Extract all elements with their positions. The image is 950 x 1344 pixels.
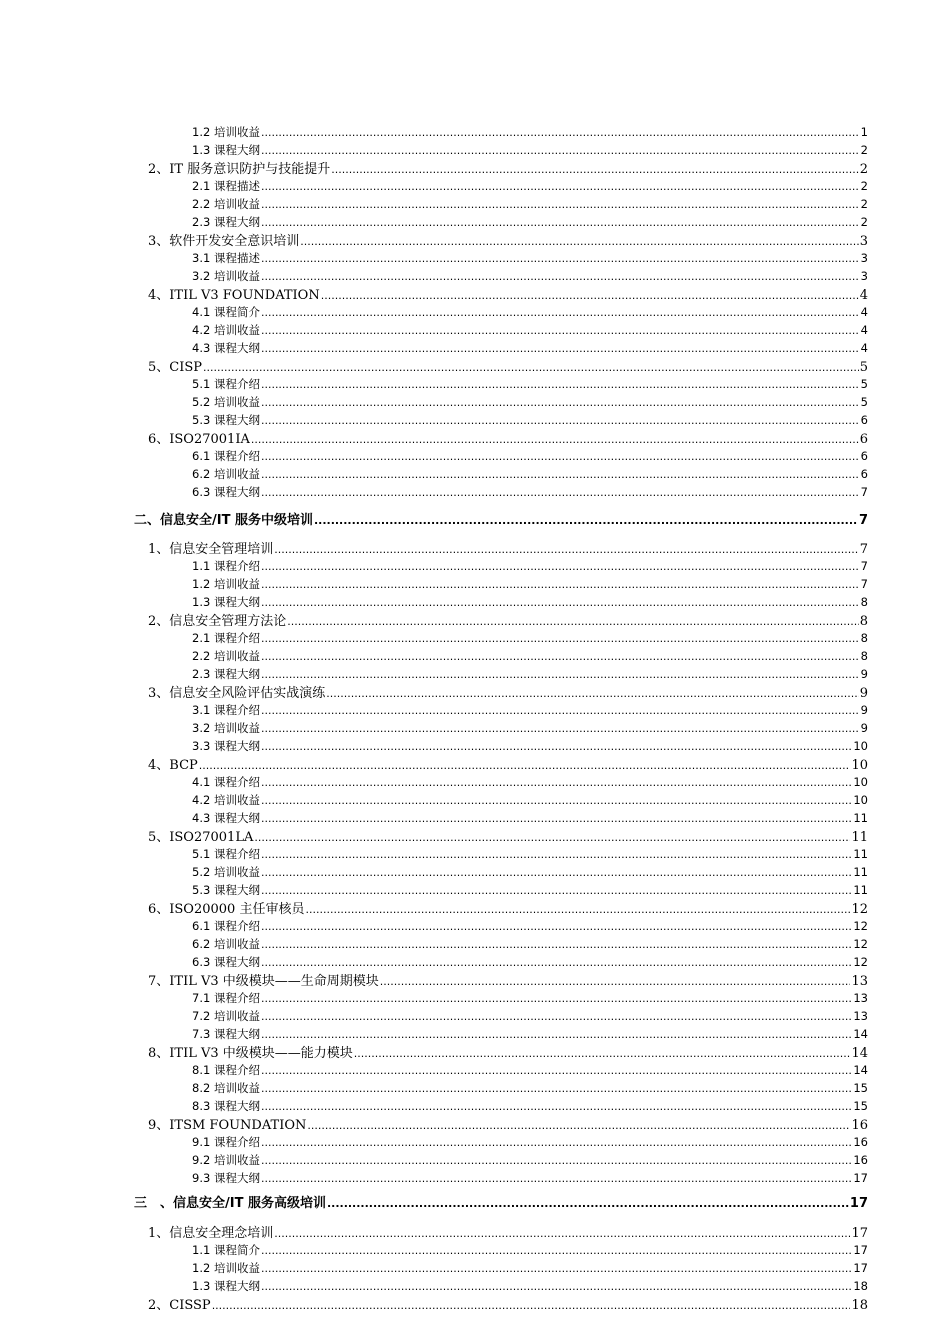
toc-entry-label: 6.3 课程大纲	[192, 955, 260, 969]
toc-page-number: 13	[853, 991, 868, 1005]
toc-entry[interactable]	[192, 939, 868, 951]
toc-entry[interactable]	[192, 849, 868, 861]
toc-entry-label: 5.3 课程大纲	[192, 883, 260, 897]
toc-page-number: 8	[860, 649, 868, 663]
toc-leader-dots	[321, 290, 859, 301]
toc-entry[interactable]	[192, 669, 868, 681]
toc-page-number: 11	[853, 865, 868, 879]
toc-leader-dots	[331, 164, 859, 175]
toc-entry-label: 8.1 课程介绍	[192, 1063, 260, 1077]
toc-leader-dots	[261, 1101, 852, 1112]
toc-leader-dots	[261, 723, 860, 734]
toc-entry[interactable]	[192, 1065, 868, 1077]
toc-leader-dots	[251, 434, 859, 445]
toc-entry-label: 6.1 课程介绍	[192, 449, 260, 463]
toc-leader-dots	[261, 741, 852, 752]
toc-page-number: 9	[860, 667, 868, 681]
toc-leader-dots	[305, 904, 850, 915]
toc-entry[interactable]	[148, 831, 868, 844]
toc-entry-label: 7.3 课程大纲	[192, 1027, 260, 1041]
toc-entry[interactable]	[148, 975, 868, 988]
toc-entry-label: 二、信息安全/IT 服务中级培训	[134, 513, 313, 528]
toc-page-number: 9	[860, 703, 868, 717]
toc-leader-dots	[274, 544, 858, 555]
toc-leader-dots	[261, 633, 860, 644]
toc-page-number: 12	[853, 919, 868, 933]
toc-page-number: 8	[859, 614, 868, 629]
toc-entry-label: 1.1 课程简介	[192, 1243, 260, 1257]
toc-leader-dots	[261, 1245, 852, 1256]
toc-leader-dots	[261, 561, 860, 572]
toc-entry[interactable]	[148, 433, 868, 446]
toc-entry[interactable]	[148, 1119, 868, 1132]
toc-entry-label: 6、ISO20000 主任审核员	[148, 902, 305, 917]
toc-entry-label: 3.3 课程大纲	[192, 739, 260, 753]
toc-entry[interactable]	[148, 615, 868, 628]
toc-entry-label: 5.3 课程大纲	[192, 413, 260, 427]
toc-entry[interactable]	[192, 741, 868, 753]
toc-page-number: 7	[858, 513, 868, 528]
toc-entry[interactable]	[192, 1281, 868, 1293]
toc-entry[interactable]	[192, 1101, 868, 1113]
toc-entry[interactable]	[192, 813, 868, 825]
toc-leader-dots	[274, 1228, 850, 1239]
toc-page-number: 18	[853, 1279, 868, 1293]
toc-entry-label: 5.1 课程介绍	[192, 377, 260, 391]
toc-entry-label: 8.3 课程大纲	[192, 1099, 260, 1113]
toc-page-number: 11	[853, 811, 868, 825]
toc-leader-dots	[261, 415, 860, 426]
toc-page-number: 3	[859, 234, 868, 249]
toc-entry-label: 5.1 课程介绍	[192, 847, 260, 861]
toc-page-number: 1	[860, 125, 868, 139]
toc-page-number: 10	[853, 775, 868, 789]
toc-entry-label: 9.2 培训收益	[192, 1153, 260, 1167]
toc-entry-label: 4.2 培训收益	[192, 793, 260, 807]
toc-entry[interactable]	[192, 127, 868, 139]
toc-page-number: 5	[860, 377, 868, 391]
toc-entry-label: 4.2 培训收益	[192, 323, 260, 337]
toc-leader-dots	[261, 127, 860, 138]
toc-entry-label: 4.3 课程大纲	[192, 811, 260, 825]
toc-page-number: 11	[851, 830, 868, 845]
toc-page-number: 6	[860, 413, 868, 427]
toc-page-number: 5	[859, 360, 868, 375]
toc-entry[interactable]	[148, 235, 868, 248]
toc-entry-label: 三 、信息安全/IT 服务高级培训	[134, 1196, 326, 1211]
toc-entry-label: 6、ISO27001IA	[148, 432, 250, 447]
toc-page-number: 18	[851, 1298, 868, 1313]
toc-entry-label: 5、ISO27001LA	[148, 830, 254, 845]
toc-page-number: 16	[853, 1135, 868, 1149]
toc-entry[interactable]	[192, 705, 868, 717]
toc-entry[interactable]	[192, 1011, 868, 1023]
toc-entry[interactable]	[148, 1227, 868, 1240]
toc-page-number: 10	[853, 793, 868, 807]
toc-page-number: 14	[851, 1046, 868, 1061]
toc-entry[interactable]	[148, 163, 868, 176]
toc-page-number: 12	[853, 955, 868, 969]
toc-leader-dots	[261, 325, 860, 336]
toc-entry-label: 8、ITIL V3 中级模块——能力模块	[148, 1046, 353, 1061]
toc-entry[interactable]	[192, 379, 868, 391]
toc-entry-label: 9.3 课程大纲	[192, 1171, 260, 1185]
toc-entry-label: 3、软件开发安全意识培训	[148, 234, 300, 249]
toc-leader-dots	[261, 1263, 852, 1274]
toc-page-number: 2	[860, 197, 868, 211]
toc-leader-dots	[261, 451, 860, 462]
toc-entry-label: 1、信息安全理念培训	[148, 1226, 274, 1241]
toc-page-number: 15	[853, 1081, 868, 1095]
toc-page-number: 17	[853, 1171, 868, 1185]
toc-entry-label: 5.2 培训收益	[192, 395, 260, 409]
toc-entry-label: 7.1 课程介绍	[192, 991, 260, 1005]
toc-entry-label: 5、CISP	[148, 360, 203, 375]
toc-leader-dots	[261, 487, 860, 498]
toc-page-number: 6	[860, 449, 868, 463]
toc-page-number: 5	[860, 395, 868, 409]
toc-entry-label: 3.1 课程描述	[192, 251, 260, 265]
toc-page-number: 7	[860, 559, 868, 573]
toc-entry-label: 7.2 培训收益	[192, 1009, 260, 1023]
toc-entry[interactable]	[192, 181, 868, 193]
toc-page-number: 17	[851, 1226, 868, 1241]
toc-entry[interactable]	[192, 451, 868, 463]
toc-page-number: 16	[851, 1118, 868, 1133]
toc-page-number: 15	[853, 1099, 868, 1113]
toc-entry[interactable]	[192, 921, 868, 933]
toc-entry-label: 1.1 课程介绍	[192, 559, 260, 573]
toc-page-number: 8	[860, 631, 868, 645]
toc-entry[interactable]	[192, 307, 868, 319]
toc-entry-label: 6.1 课程介绍	[192, 919, 260, 933]
toc-entry[interactable]	[134, 1197, 868, 1210]
toc-entry-label: 3、信息安全风险评估实战演练	[148, 686, 326, 701]
toc-page-number: 6	[860, 467, 868, 481]
toc-leader-dots	[261, 1281, 852, 1292]
toc-entry-label: 9、ITSM FOUNDATION	[148, 1118, 307, 1133]
toc-leader-dots	[261, 469, 860, 480]
toc-leader-dots	[261, 145, 860, 156]
toc-leader-dots	[261, 885, 852, 896]
toc-entry[interactable]	[192, 1137, 868, 1149]
toc-leader-dots	[261, 921, 852, 932]
toc-page-number: 12	[851, 902, 868, 917]
toc-leader-dots	[261, 217, 860, 228]
toc-leader-dots	[261, 1083, 852, 1094]
toc-entry-label: 1.2 培训收益	[192, 1261, 260, 1275]
toc-entry[interactable]	[192, 795, 868, 807]
toc-entry[interactable]	[192, 253, 868, 265]
toc-page-number: 4	[860, 341, 868, 355]
toc-leader-dots	[254, 832, 850, 843]
toc-page-number: 12	[853, 937, 868, 951]
toc-entry-label: 3.1 课程介绍	[192, 703, 260, 717]
toc-entry-label: 2、IT 服务意识防护与技能提升	[148, 162, 331, 177]
toc-entry[interactable]	[134, 514, 868, 527]
toc-entry[interactable]	[192, 885, 868, 897]
toc-leader-dots	[261, 253, 860, 264]
toc-entry[interactable]	[192, 1245, 868, 1257]
toc-entry-label: 2.3 课程大纲	[192, 667, 260, 681]
toc-entry[interactable]	[192, 487, 868, 499]
toc-leader-dots	[327, 1198, 849, 1209]
toc-entry-label: 2.2 培训收益	[192, 649, 260, 663]
toc-entry-label: 6.2 培训收益	[192, 467, 260, 481]
toc-entry-label: 1.3 课程大纲	[192, 143, 260, 157]
toc-entry-label: 4、ITIL V3 FOUNDATION	[148, 288, 320, 303]
toc-entry[interactable]	[148, 361, 868, 374]
toc-page-number: 2	[860, 143, 868, 157]
toc-entry-label: 9.1 课程介绍	[192, 1135, 260, 1149]
toc-entry-label: 2、CISSP	[148, 1298, 211, 1313]
toc-page-number: 13	[851, 974, 868, 989]
toc-entry[interactable]	[192, 993, 868, 1005]
toc-leader-dots	[261, 271, 860, 282]
toc-leader-dots	[261, 795, 852, 806]
toc-entry[interactable]	[192, 397, 868, 409]
toc-entry[interactable]	[192, 597, 868, 609]
toc-page-number: 3	[860, 269, 868, 283]
toc-page-number: 2	[860, 179, 868, 193]
toc-entry[interactable]	[192, 217, 868, 229]
toc-entry[interactable]	[192, 867, 868, 879]
toc-entry-label: 6.2 培训收益	[192, 937, 260, 951]
toc-page-number: 2	[859, 162, 868, 177]
toc-entry-label: 2、信息安全管理方法论	[148, 614, 287, 629]
toc-entry[interactable]	[148, 543, 868, 556]
toc-entry[interactable]	[192, 633, 868, 645]
toc-entry[interactable]	[192, 145, 868, 157]
toc-leader-dots	[354, 1048, 851, 1059]
toc-leader-dots	[261, 651, 860, 662]
toc-entry-label: 4、BCP	[148, 758, 198, 773]
toc-page-number: 14	[853, 1027, 868, 1041]
toc-entry-label: 8.2 培训收益	[192, 1081, 260, 1095]
toc-leader-dots	[261, 777, 852, 788]
toc-entry[interactable]	[192, 469, 868, 481]
toc-entry[interactable]	[192, 723, 868, 735]
toc-leader-dots	[203, 362, 859, 373]
toc-page-number: 13	[853, 1009, 868, 1023]
toc-entry-label: 1.2 培训收益	[192, 577, 260, 591]
toc-leader-dots	[261, 1065, 852, 1076]
toc-page-number: 4	[860, 305, 868, 319]
toc-page-number: 7	[859, 542, 868, 557]
toc-entry[interactable]	[192, 343, 868, 355]
toc-entry-label: 5.2 培训收益	[192, 865, 260, 879]
toc-page-number: 2	[860, 215, 868, 229]
toc-page-number: 11	[853, 883, 868, 897]
toc-entry[interactable]	[148, 687, 868, 700]
toc-page-number: 17	[853, 1243, 868, 1257]
toc-leader-dots	[261, 705, 860, 716]
toc-leader-dots	[261, 343, 860, 354]
toc-leader-dots	[261, 397, 860, 408]
toc-entry[interactable]	[192, 1083, 868, 1095]
toc-entry-label: 6.3 课程大纲	[192, 485, 260, 499]
toc-entry[interactable]	[192, 1155, 868, 1167]
toc-leader-dots	[261, 199, 860, 210]
toc-leader-dots	[261, 307, 860, 318]
toc-entry[interactable]	[192, 561, 868, 573]
toc-leader-dots	[326, 688, 858, 699]
toc-entry-label: 2.1 课程介绍	[192, 631, 260, 645]
toc-page-number: 3	[860, 251, 868, 265]
toc-entry-label: 2.2 培训收益	[192, 197, 260, 211]
toc-leader-dots	[261, 1011, 852, 1022]
toc-page-number: 16	[853, 1153, 868, 1167]
toc-page-number: 17	[849, 1196, 868, 1211]
toc-leader-dots	[261, 579, 860, 590]
toc-entry[interactable]	[148, 289, 868, 302]
toc-entry[interactable]	[192, 957, 868, 969]
toc-leader-dots	[261, 813, 852, 824]
toc-leader-dots	[199, 760, 851, 771]
toc-entry[interactable]	[192, 199, 868, 211]
toc-leader-dots	[261, 379, 860, 390]
toc-page-number: 11	[853, 847, 868, 861]
toc-page-number: 9	[860, 721, 868, 735]
toc-leader-dots	[261, 1155, 852, 1166]
toc-entry[interactable]	[192, 1029, 868, 1041]
toc-entry[interactable]	[148, 903, 868, 916]
toc-entry-label: 3.2 培训收益	[192, 269, 260, 283]
toc-leader-dots	[261, 181, 860, 192]
toc-entry[interactable]	[192, 271, 868, 283]
toc-leader-dots	[261, 957, 852, 968]
toc-leader-dots	[212, 1300, 851, 1311]
toc-entry[interactable]	[192, 415, 868, 427]
toc-entry-label: 4.1 课程介绍	[192, 775, 260, 789]
toc-leader-dots	[287, 616, 858, 627]
toc-entry-label: 1、信息安全管理培训	[148, 542, 274, 557]
toc-entry[interactable]	[192, 1173, 868, 1185]
toc-page-number: 14	[853, 1063, 868, 1077]
toc-entry[interactable]	[192, 325, 868, 337]
toc-page-number: 7	[860, 485, 868, 499]
toc-entry-label: 7、ITIL V3 中级模块——生命周期模块	[148, 974, 379, 989]
toc-page-number: 17	[853, 1261, 868, 1275]
toc-leader-dots	[261, 1173, 852, 1184]
toc-entry-label: 1.3 课程大纲	[192, 1279, 260, 1293]
toc-entry-label: 1.2 培训收益	[192, 125, 260, 139]
toc-entry[interactable]	[192, 1263, 868, 1275]
toc-leader-dots	[380, 976, 851, 987]
toc-leader-dots	[314, 515, 858, 526]
toc-page-number: 10	[853, 739, 868, 753]
toc-entry-label: 4.1 课程简介	[192, 305, 260, 319]
toc-leader-dots	[261, 867, 852, 878]
toc-leader-dots	[261, 849, 852, 860]
toc-leader-dots	[261, 993, 852, 1004]
toc-leader-dots	[261, 1029, 852, 1040]
toc-entry-label: 2.3 课程大纲	[192, 215, 260, 229]
toc-leader-dots	[261, 669, 860, 680]
toc-page-number: 10	[851, 758, 868, 773]
toc-entry[interactable]	[148, 1047, 868, 1060]
toc-page-number: 4	[859, 288, 868, 303]
toc-entry[interactable]	[192, 777, 868, 789]
toc-page-number: 6	[859, 432, 868, 447]
toc-leader-dots	[261, 597, 860, 608]
toc-entry[interactable]	[192, 579, 868, 591]
toc-entry[interactable]	[148, 1299, 868, 1312]
toc-entry-label: 1.3 课程大纲	[192, 595, 260, 609]
toc-page-number: 9	[859, 686, 868, 701]
toc-leader-dots	[300, 236, 858, 247]
toc-entry-label: 4.3 课程大纲	[192, 341, 260, 355]
toc-page-number: 8	[860, 595, 868, 609]
toc-leader-dots	[261, 1137, 852, 1148]
toc-leader-dots	[307, 1120, 850, 1131]
toc-leader-dots	[261, 939, 852, 950]
toc-entry[interactable]	[192, 651, 868, 663]
toc-page-number: 7	[860, 577, 868, 591]
toc-entry-label: 2.1 课程描述	[192, 179, 260, 193]
toc-entry[interactable]	[148, 759, 868, 772]
toc-page-number: 4	[860, 323, 868, 337]
toc-entry-label: 3.2 培训收益	[192, 721, 260, 735]
